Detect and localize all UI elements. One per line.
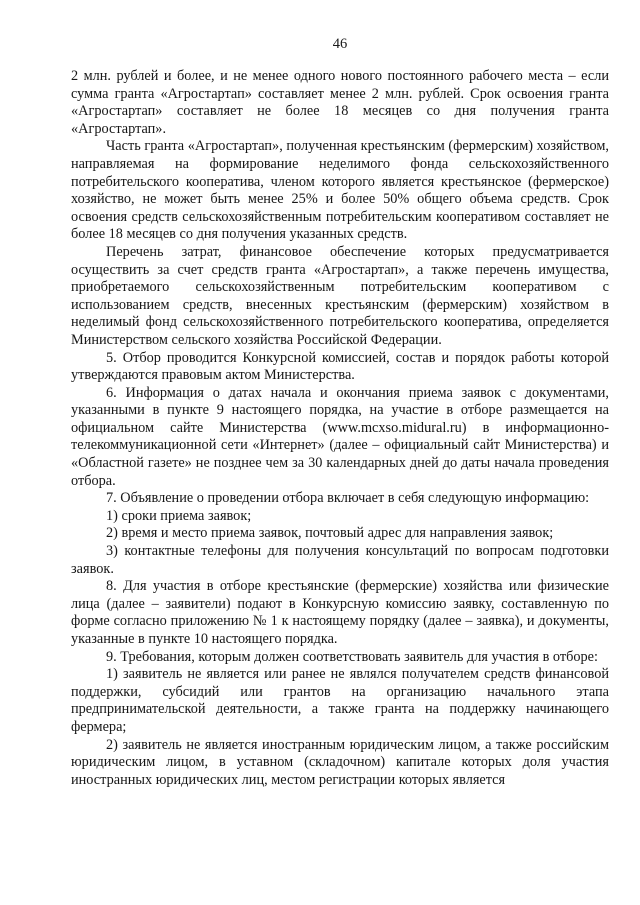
paragraph-item-9: 9. Требования, которым должен соответствовать заявитель для участия в отборе: [106,648,598,665]
page-number: 46 [332,36,348,52]
paragraph-continuation: 2 млн. рублей и более, и не менее одного нового постоянного рабочего места – если сумма гранта «Агростартап» составляет менее 2 млн. рублей. Срок освоения гранта «Агростартап» составляет не более 18 месяцев со дня получения гранта «Агростартап». [71,68,609,137]
paragraph-item-6: 6. Информация о датах начала и окончания приема заявок с документами, указанными в пункте 9 настоящего порядка, на участие в отборе размещается на официальном сайте Министерства (www.mcxso.midural.ru) в информационно-телекоммуникационной сети «Интернет» (далее – официальный сайт Министерства) и «Областной газете» не позднее чем за 30 календарных дней до даты начала проведения отбора. [71,384,609,489]
paragraph-item-7: 7. Объявление о проведении отбора включает в себя следующую информацию: [106,490,590,507]
list-item-7-3: 3) контактные телефоны для получения консультаций по вопросам подготовки заявок. [71,543,609,577]
list-item-7-2: 2) время и место приема заявок, почтовый адрес для направления заявок; [106,525,554,542]
paragraph-item-5: 5. Отбор проводится Конкурсной комиссией, состав и порядок работы которой утверждаются правовым актом Министерства. [71,349,609,384]
paragraph-grant-part: Часть гранта «Агростартап», полученная крестьянским (фермерским) хозяйством, направляемая на формирование неделимого фонда сельскохозяйственного потребительского кооператива, членом которого является крестьянское (фермерское) хозяйство, не может быть менее 25% и более 50% общего объема средств. Срок освоения средств сельскохозяйственным потребительским кооперативом составляет не более 18 месяцев со дня получения указанных средств. [71,138,609,243]
list-item-9-2: 2) заявитель не является иностранным юридическим лицом, а также российским юридическим лицом, в уставном (складочном) капитале которых доля участия иностранных юридических лиц, местом регистрации которых является [71,736,609,788]
paragraph-item-8: 8. Для участия в отборе крестьянские (фермерские) хозяйства или физические лица (далее – заявители) подают в Конкурсную комиссию заявку, составленную по форме согласно приложению № 1 к настоящему порядку (далее – заявка), и документы, указанные в пункте 10 настоящего порядка. [71,578,609,647]
paragraph-cost-list: Перечень затрат, финансовое обеспечение которых предусматривается осуществить за счет средств гранта «Агростартап», а также перечень имущества, приобретаемого сельскохозяйственным потребительским кооперативом с использованием средств, внесенных крестьянским (фермерским) хозяйством в неделимый фонд сельскохозяйственного потребительского кооператива, определяется Министерством сельского хозяйства Российской Федерации. [71,243,609,348]
list-item-9-1: 1) заявитель не является или ранее не являлся получателем средств финансовой поддержки, субсидий или грантов на организацию начального этапа предпринимательской деятельности, а также гранта на поддержку начинающего фермера; [71,666,609,735]
document-body [71,68,609,789]
list-item-7-1: 1) сроки приема заявок; [106,507,252,524]
